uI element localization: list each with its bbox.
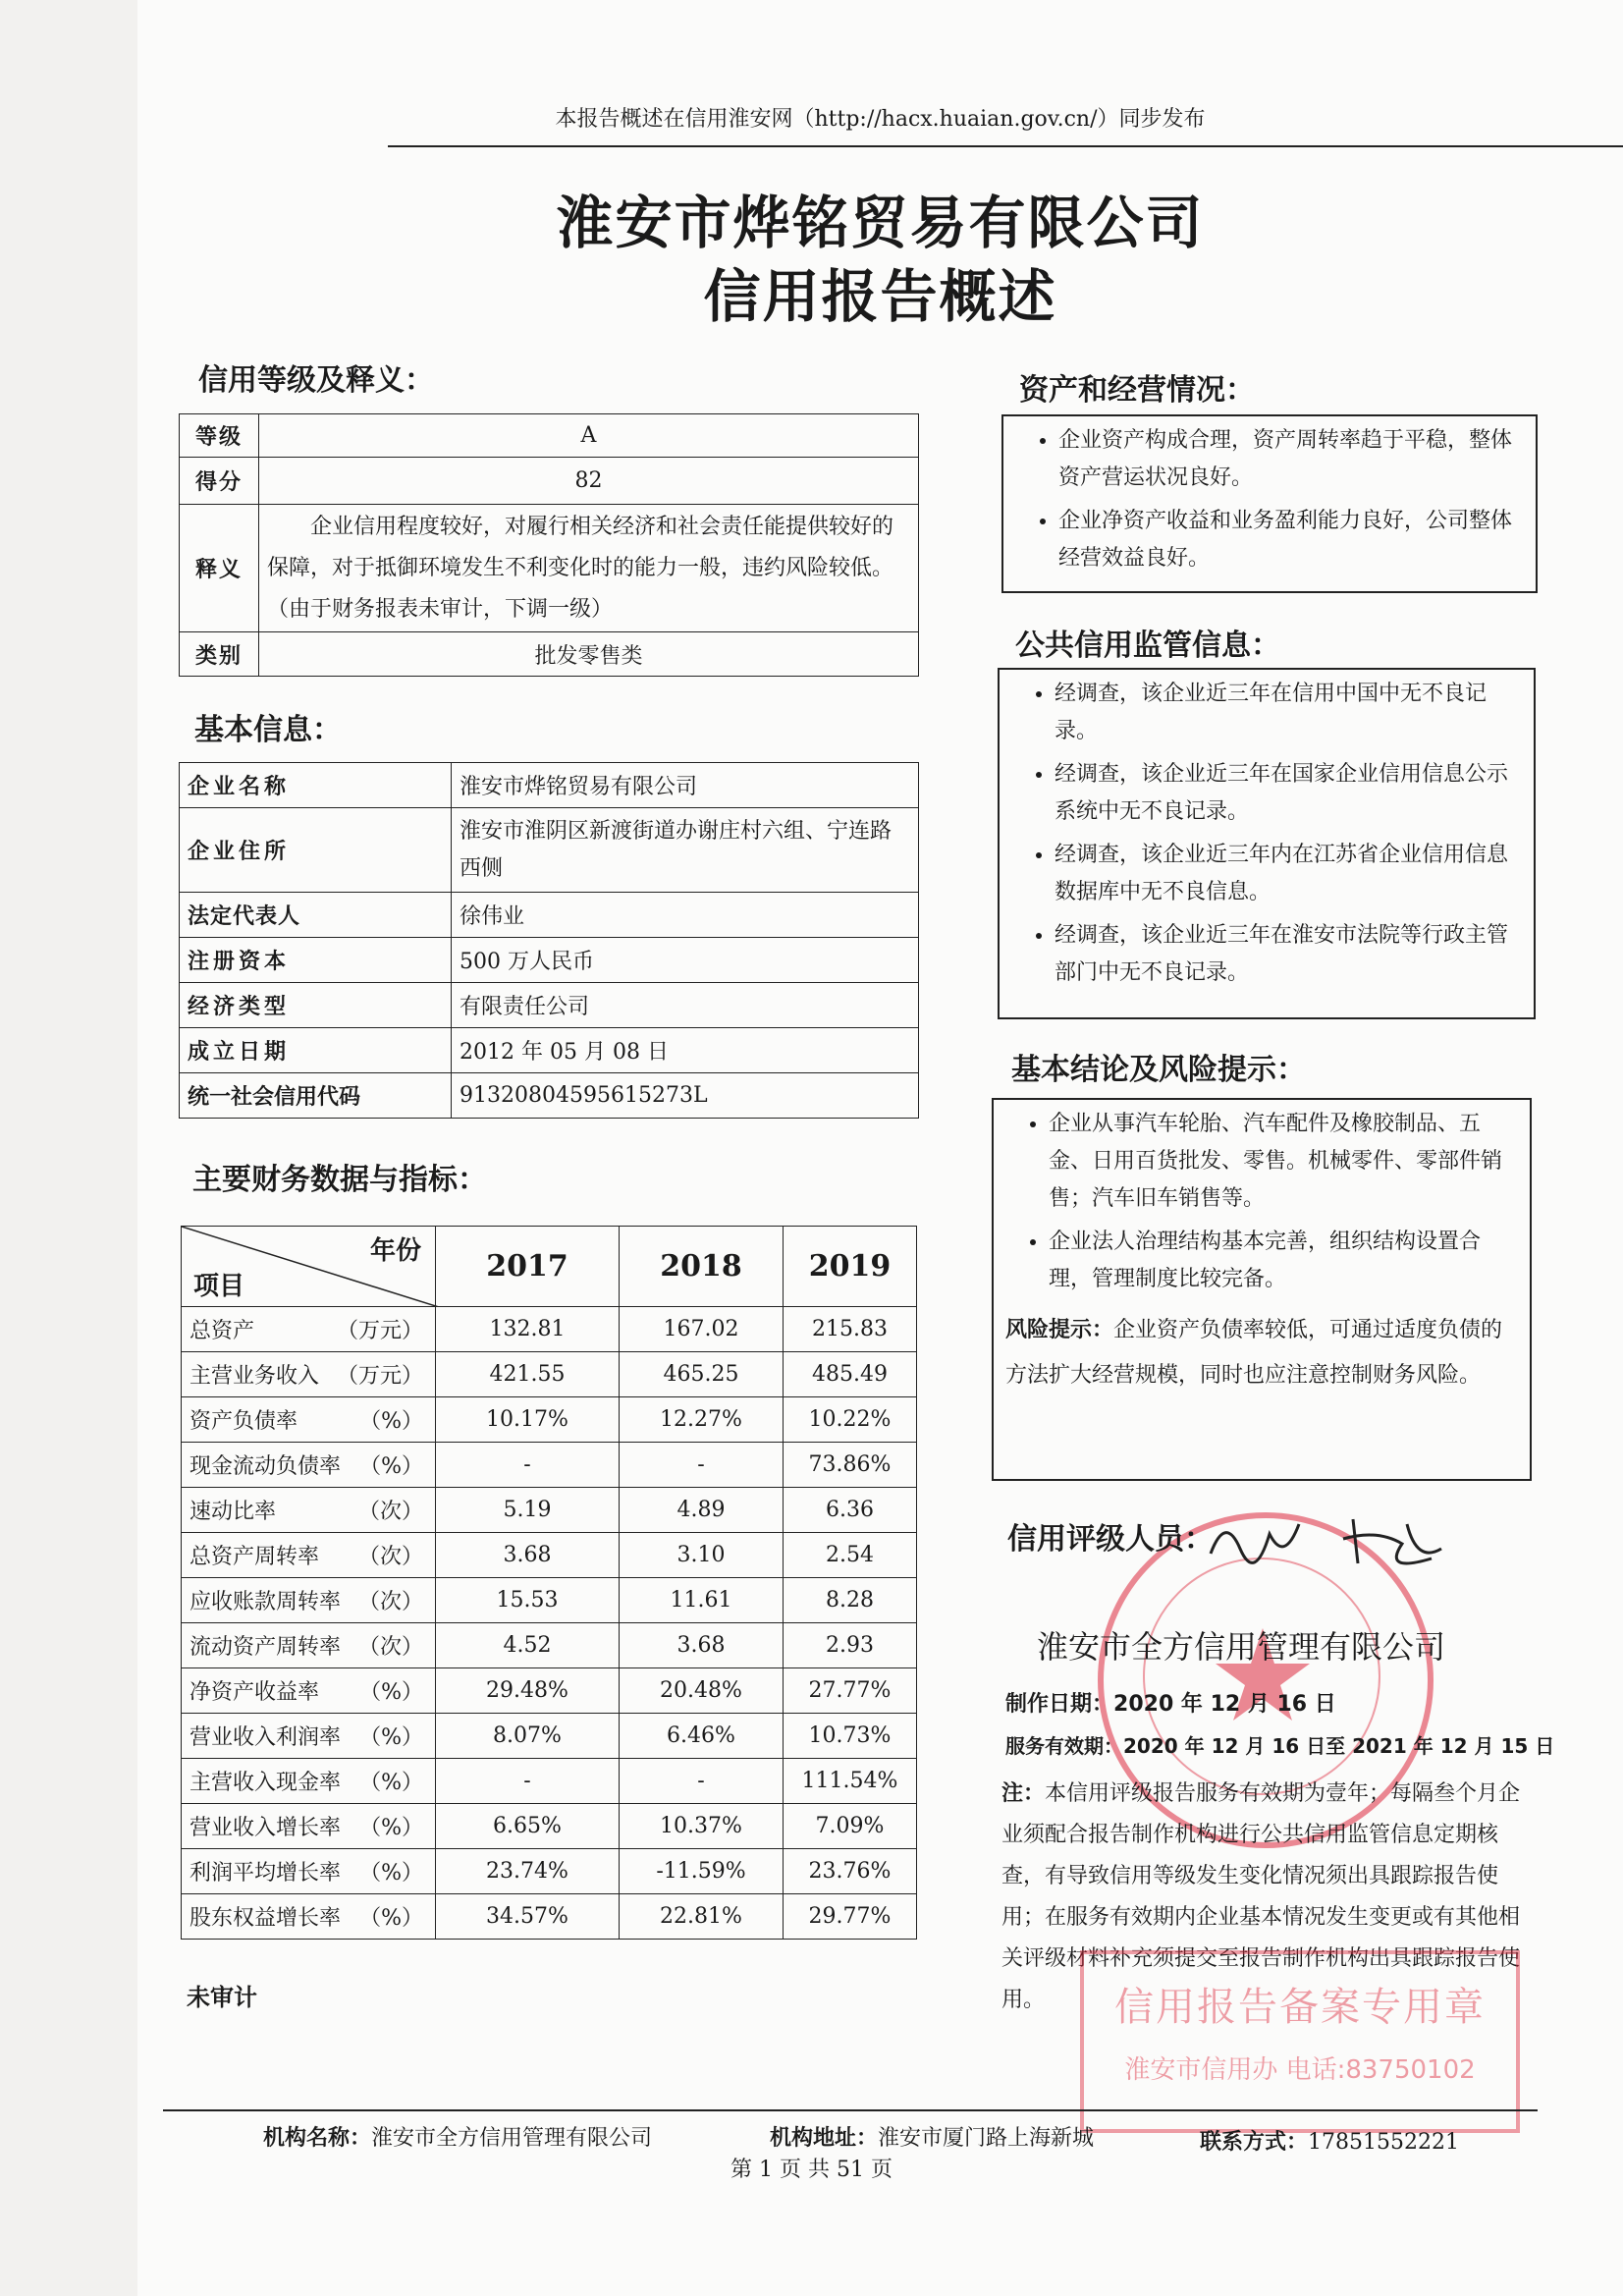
financial-value: 8.28 [784, 1578, 917, 1623]
date-label: 制作日期： [1005, 1692, 1114, 1717]
financial-item-name: 利润平均增长率 [189, 1861, 342, 1886]
financial-value: -11.59% [620, 1849, 784, 1894]
financial-item-name: 净资产收益率 [189, 1680, 320, 1705]
financial-value: 29.48% [436, 1668, 620, 1714]
category-value: 批发零售类 [259, 632, 919, 677]
public-heading: 公共信用监管信息： [1015, 629, 1280, 663]
financial-value: - [436, 1443, 620, 1488]
basic-value: 有限责任公司 [452, 983, 919, 1028]
financial-value: 10.73% [784, 1714, 917, 1759]
financial-value: 5.19 [436, 1488, 620, 1533]
financial-item-unit: （次） [357, 1590, 423, 1614]
scan-left-margin [0, 0, 137, 2296]
financial-table [181, 1226, 917, 1940]
valid-label: 服务有效期： [1005, 1734, 1123, 1758]
financial-row [182, 1849, 917, 1894]
header-divider [388, 145, 1623, 147]
rater-company: 淮安市全方信用管理有限公司 [1037, 1628, 1446, 1666]
basic-value: 91320804595615273L [452, 1073, 919, 1119]
basic-label: 企业住所 [180, 808, 452, 893]
financial-value: 132.81 [436, 1307, 620, 1352]
financial-value: 10.17% [436, 1397, 620, 1443]
financial-value: 23.74% [436, 1849, 620, 1894]
risk-label: 风险提示： [1005, 1318, 1114, 1342]
financial-value: 111.54% [784, 1759, 917, 1804]
financial-value: 3.10 [620, 1533, 784, 1578]
financial-value: 29.77% [784, 1894, 917, 1940]
conclusion-item: • 企业从事汽车轮胎、汽车配件及橡胶制品、五金、日用百货批发、零售。机械零件、零部件销售；汽车旧车销售等。 [1049, 1106, 1516, 1218]
category-label: 类别 [180, 632, 259, 677]
financial-value: - [620, 1443, 784, 1488]
financial-item [182, 1804, 436, 1849]
footer-contact [1200, 2125, 1459, 2156]
financial-item-unit: （次） [357, 1500, 423, 1524]
basic-label: 企业名称 [180, 763, 452, 808]
financial-item-unit: （万元） [336, 1319, 423, 1343]
assets-item: • 企业净资产收益和业务盈利能力良好，公司整体经营效益良好。 [1058, 503, 1522, 577]
rating-table [179, 413, 919, 677]
financial-item-name: 流动资产周转率 [189, 1635, 342, 1660]
corner-year: 年份 [369, 1236, 421, 1266]
financial-item-unit: （%） [359, 1816, 423, 1840]
financial-value: 12.27% [620, 1397, 784, 1443]
basic-label: 统一社会信用代码 [180, 1073, 452, 1119]
unaudited-note: 未审计 [187, 1984, 257, 2011]
score-label: 得分 [180, 458, 259, 505]
financial-value: 20.48% [620, 1668, 784, 1714]
financial-row [182, 1488, 917, 1533]
financial-item-unit: （%） [359, 1680, 423, 1705]
financial-item-unit: （%） [359, 1861, 423, 1886]
public-item: • 经调查，该企业近三年在国家企业信用信息公示系统中无不良记录。 [1055, 756, 1520, 831]
financial-item [182, 1578, 436, 1623]
financial-row [182, 1533, 917, 1578]
page-number: 第 1 页 共 51 页 [730, 2158, 893, 2182]
financial-row [182, 1307, 917, 1352]
filing-stamp [1080, 1950, 1520, 2133]
financial-item-name: 总资产 [189, 1319, 255, 1343]
financial-row [182, 1714, 917, 1759]
financial-item [182, 1397, 436, 1443]
grade-label: 等级 [180, 414, 259, 458]
financial-value: 10.37% [620, 1804, 784, 1849]
financial-item [182, 1352, 436, 1397]
rating-heading: 信用等级及释义： [198, 363, 434, 398]
financial-value: 3.68 [620, 1623, 784, 1668]
financial-item [182, 1894, 436, 1940]
basic-info-table [179, 762, 919, 1119]
financial-item-unit: （%） [359, 1725, 423, 1750]
financial-value: 73.86% [784, 1443, 917, 1488]
basic-label: 经济类型 [180, 983, 452, 1028]
public-item: • 经调查，该企业近三年在信用中国中无不良记录。 [1055, 676, 1520, 750]
financial-item-unit: （次） [357, 1635, 423, 1660]
financial-value: 10.22% [784, 1397, 917, 1443]
public-box [998, 668, 1536, 1019]
financial-item-name: 营业收入利润率 [189, 1725, 342, 1750]
basic-value: 淮安市淮阴区新渡街道办谢庄村六组、宁连路西侧 [452, 808, 919, 893]
footer-divider [163, 2109, 1538, 2111]
public-item: • 经调查，该企业近三年在淮安市法院等行政主管部门中无不良记录。 [1055, 917, 1520, 992]
financial-item-unit: （%） [359, 1906, 423, 1931]
conclusion-heading: 基本结论及风险提示： [1011, 1053, 1306, 1087]
financial-item [182, 1488, 436, 1533]
financial-item-unit: （次） [357, 1545, 423, 1569]
financial-item [182, 1623, 436, 1668]
rater-signatures [1206, 1504, 1461, 1583]
financial-value: 23.76% [784, 1849, 917, 1894]
corner-item: 项目 [193, 1272, 245, 1301]
financial-item-name: 总资产周转率 [189, 1545, 320, 1569]
basic-label: 成立日期 [180, 1028, 452, 1073]
financial-value: 4.52 [436, 1623, 620, 1668]
footer-addr-value: 淮安市厦门路上海新城 [878, 2126, 1095, 2151]
assets-item: • 企业资产构成合理，资产周转率趋于平稳，整体资产营运状况良好。 [1058, 422, 1522, 497]
financial-value: - [436, 1759, 620, 1804]
financial-item-name: 现金流动负债率 [189, 1454, 342, 1479]
financial-item [182, 1714, 436, 1759]
title-report: 信用报告概述 [703, 263, 1057, 330]
year-header: 2018 [620, 1227, 784, 1307]
financial-value: 167.02 [620, 1307, 784, 1352]
footer-org [263, 2121, 652, 2152]
meaning-label: 释义 [180, 505, 259, 632]
footer-contact-label: 联系方式： [1200, 2130, 1309, 2155]
financial-item [182, 1443, 436, 1488]
financial-row [182, 1759, 917, 1804]
financial-value: 11.61 [620, 1578, 784, 1623]
basic-label: 法定代表人 [180, 893, 452, 938]
assets-box [1001, 414, 1538, 593]
filing-stamp-sub: 淮安市信用办 电话:83750102 [1124, 2055, 1476, 2085]
conclusion-box [992, 1098, 1532, 1481]
financial-row [182, 1352, 917, 1397]
financial-row [182, 1623, 917, 1668]
financial-value: 6.46% [620, 1714, 784, 1759]
footer-addr-label: 机构地址： [770, 2126, 879, 2151]
financial-value: 215.83 [784, 1307, 917, 1352]
financial-value: 27.77% [784, 1668, 917, 1714]
financial-item [182, 1759, 436, 1804]
footer-org-label: 机构名称： [263, 2126, 372, 2151]
financial-value: 6.36 [784, 1488, 917, 1533]
meaning-value: 企业信用程度较好，对履行相关经济和社会责任能提供较好的保障，对于抵御环境发生不利变化时的能力一般，违约风险较低。（由于财务报表未审计，下调一级） [259, 505, 919, 632]
financial-value: 4.89 [620, 1488, 784, 1533]
financial-row [182, 1804, 917, 1849]
financial-row [182, 1397, 917, 1443]
financial-value: 421.55 [436, 1352, 620, 1397]
financial-item-name: 速动比率 [189, 1500, 277, 1524]
footer-org-value: 淮安市全方信用管理有限公司 [371, 2126, 653, 2151]
financial-value: 22.81% [620, 1894, 784, 1940]
title-company: 淮安市烨铭贸易有限公司 [556, 190, 1205, 256]
financial-item-name: 营业收入增长率 [189, 1816, 342, 1840]
score-value: 82 [259, 458, 919, 505]
financial-value: 2.93 [784, 1623, 917, 1668]
financial-item-unit: （%） [359, 1454, 423, 1479]
financial-value: 3.68 [436, 1533, 620, 1578]
financial-row [182, 1668, 917, 1714]
note-text: 本信用评级报告服务有效期为壹年；每隔叁个月企业须配合报告制作机构进行公共信用监管信息定期核查，有导致信用等级发生变化情况须出具跟踪报告使用；在服务有效期内企业基本情况发生变更或有其他相关评级材料补充须提交至报告制作机构出具跟踪报告使用。 [1001, 1781, 1521, 2012]
valid-period [1005, 1730, 1554, 1759]
assets-heading: 资产和经营情况： [1019, 373, 1255, 408]
financial-value: 465.25 [620, 1352, 784, 1397]
filing-stamp-title: 信用报告备案专用章 [1114, 1985, 1486, 2030]
risk-block [994, 1304, 1530, 1398]
financial-item-name: 主营业务收入 [189, 1364, 320, 1389]
grade-value: A [259, 414, 919, 458]
financial-value: 8.07% [436, 1714, 620, 1759]
financial-item-name: 主营收入现金率 [189, 1771, 342, 1795]
year-header: 2019 [784, 1227, 917, 1307]
financial-value: 34.57% [436, 1894, 620, 1940]
footer-contact-value: 17851552221 [1308, 2130, 1459, 2155]
footer-addr [770, 2121, 1094, 2152]
financial-item [182, 1668, 436, 1714]
financial-value: 2.54 [784, 1533, 917, 1578]
valid-value: 2020 年 12 月 16 日至 2021 年 12 月 15 日 [1123, 1734, 1555, 1758]
financial-item-unit: （%） [359, 1771, 423, 1795]
financial-item [182, 1849, 436, 1894]
financial-item [182, 1307, 436, 1352]
financial-item-name: 资产负债率 [189, 1409, 298, 1434]
date-value: 2020 年 12 月 16 日 [1113, 1692, 1336, 1717]
financial-value: 485.49 [784, 1352, 917, 1397]
financial-row [182, 1894, 917, 1940]
financial-heading: 主要财务数据与指标： [192, 1163, 487, 1197]
financial-row [182, 1578, 917, 1623]
financial-item [182, 1533, 436, 1578]
conclusion-item: • 企业法人治理结构基本完善，组织结构设置合理，管理制度比较完备。 [1049, 1224, 1516, 1298]
basic-value: 500 万人民币 [452, 938, 919, 983]
basic-label: 注册资本 [180, 938, 452, 983]
basic-value: 淮安市烨铭贸易有限公司 [452, 763, 919, 808]
financial-value: 15.53 [436, 1578, 620, 1623]
financial-item-name: 股东权益增长率 [189, 1906, 342, 1931]
financial-value: 6.65% [436, 1804, 620, 1849]
financial-row [182, 1443, 917, 1488]
public-item: • 经调查，该企业近三年内在江苏省企业信用信息数据库中无不良信息。 [1055, 837, 1520, 911]
basic-value: 徐伟业 [452, 893, 919, 938]
risk-text: 企业资产负债率较低，可通过适度负债的方法扩大经营规模，同时也应注意控制财务风险。 [1005, 1318, 1503, 1388]
financial-value: - [620, 1759, 784, 1804]
rater-label: 信用评级人员： [1007, 1522, 1214, 1557]
basic-value: 2012 年 05 月 08 日 [452, 1028, 919, 1073]
financial-item-unit: （%） [359, 1409, 423, 1434]
note-label: 注： [1001, 1781, 1046, 1806]
page-header: 本报告概述在信用淮安网（http://hacx.huaian.gov.cn/）同步发布 [555, 107, 1206, 132]
financial-item-unit: （万元） [336, 1364, 423, 1389]
financial-value: 7.09% [784, 1804, 917, 1849]
basic-heading: 基本信息： [194, 713, 342, 747]
make-date [1005, 1687, 1336, 1718]
financial-rows [182, 1307, 917, 1940]
corner-cell [182, 1227, 436, 1307]
year-header: 2017 [436, 1227, 620, 1307]
financial-item-name: 应收账款周转率 [189, 1590, 342, 1614]
